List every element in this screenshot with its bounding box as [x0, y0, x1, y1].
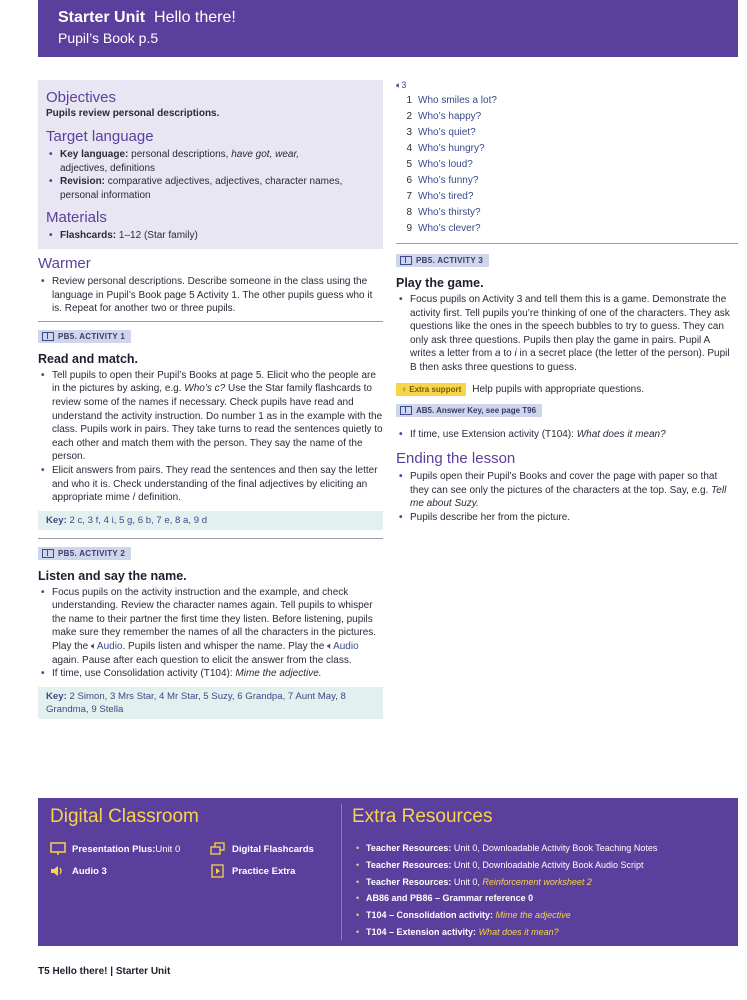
presentation-plus-link[interactable]: Presentation Plus: Unit 0 — [50, 842, 180, 856]
extra-resources-list — [354, 840, 734, 941]
book-icon — [42, 549, 54, 558]
audio-line — [396, 173, 738, 189]
presentation-icon — [50, 842, 66, 856]
objectives-heading: Objectives — [46, 89, 117, 106]
audio-line-number: 3 — [406, 127, 412, 138]
audio-track-label: 🔈︎3 — [396, 80, 407, 90]
ending-list — [396, 470, 738, 524]
audio-line-number: 8 — [406, 207, 412, 218]
extra-resource-item[interactable]: • Teacher Resources: Unit 0, Downloadable Activity Book Audio Script — [354, 857, 734, 874]
divider — [396, 243, 738, 244]
audio-line — [396, 93, 738, 109]
divider — [38, 538, 383, 539]
activity2-key: Key: 2 Simon, 3 Mrs Star, 4 Mr Star, 5 Suzy, 6 Grandpa, 7 Aunt May, 8 Grandma, 9 Stella — [38, 687, 383, 719]
unit-label: Starter Unit — [58, 9, 146, 26]
materials-item: • Flashcards: 1–12 (Star family) — [46, 229, 375, 243]
activity2-bullet-2: • If time, use Consolidation activity (T104): Mime the adjective. — [38, 667, 383, 681]
audio-line-text: Who’s hungry? — [418, 143, 485, 154]
extra-resource-item[interactable]: • T104 – Consolidation activity: Mime the adjective — [354, 907, 734, 924]
resources-panel — [38, 798, 738, 946]
audio-line-number: 4 — [406, 143, 412, 154]
ending-bullet-1: • Pupils open their Pupil’s Books and cover the page with paper so that they can see only the pictures of the characters at the top. Say, e.g. Tell me about Suzy. — [396, 470, 738, 511]
audio-line-text: Who’s tired? — [418, 191, 474, 202]
ab5-tag: AB5. Answer Key, see page T96 — [396, 404, 542, 417]
flashcards-icon — [210, 842, 226, 856]
activity3-list — [396, 293, 738, 375]
activity2-tag: PB5. ACTIVITY 2 — [38, 547, 131, 560]
unit-subtitle: Pupil’s Book p.5 — [58, 30, 159, 46]
audio-line — [396, 141, 738, 157]
extra-resources-heading: Extra Resources — [352, 806, 493, 827]
audio-line-text: Who’s quiet? — [418, 127, 476, 138]
practice-extra-link[interactable]: Practice Extra — [210, 864, 295, 878]
ending-heading: Ending the lesson — [396, 450, 516, 468]
left-column — [38, 80, 383, 719]
materials-list — [46, 229, 375, 243]
activity1-list — [38, 369, 383, 505]
extra-support: ♀ Extra support Help pupils with appropriate questions. — [396, 383, 738, 396]
activity2-list — [38, 586, 383, 681]
activity2-title: Listen and say the name. — [38, 568, 187, 583]
warmer-item: • Review personal descriptions. Describe someone in the class using the language in Pupil’s Book page 5 Activity 1. The other pupils guess who it is. Repeat for another two or three pupils. — [38, 275, 383, 316]
activity1-key: Key: 2 c, 3 f, 4 i, 5 g, 6 b, 7 e, 8 a, 9 d — [38, 511, 383, 530]
activity1-tag: PB5. ACTIVITY 1 — [38, 330, 131, 343]
key-language-item: • Key language: personal descriptions, have got, wear, adjectives, definitions — [46, 148, 375, 175]
audio-script — [396, 93, 738, 237]
extension-list — [396, 428, 738, 442]
lightbulb-icon: ♀ — [401, 384, 407, 394]
speaker-icon: 🔈︎ — [90, 641, 97, 653]
extra-resource-item[interactable]: • Teacher Resources: Unit 0, Downloadable Activity Book Teaching Notes — [354, 840, 734, 857]
book-icon — [400, 406, 412, 415]
extra-support-tag: ♀ Extra support — [396, 383, 466, 396]
audio-line-text: Who’s clever? — [418, 223, 481, 234]
extension-item: • If time, use Extension activity (T104): What does it mean? — [396, 428, 738, 442]
page-footer: T5 Hello there! | Starter Unit — [38, 966, 171, 977]
audio-link[interactable]: Audio 3 — [50, 864, 107, 878]
page-header — [38, 0, 738, 57]
audio-line-text: Who’s loud? — [418, 159, 473, 170]
warmer-list — [38, 275, 383, 316]
activity2-bullet-1: • Focus pupils on the activity instruction and the example, and check understanding. Review the character names again. Tell pupils to whisper the name to their partner the first time they listen. Before listening, pupils make sure they remember the names of all the characters in the pictures. Play the 🔈︎Audio. Pupils listen and whisper the name. Play the 🔈︎Audio again. Pause after each question to elicit the answer from the class. — [38, 586, 383, 668]
book-icon — [400, 256, 412, 265]
activity1-bullet-2: • Elicit answers from pairs. They read the sentences and then say the letter and who it is. Check understanding of the final adjectives by eliciting an appropriate mime / definition. — [38, 464, 383, 505]
speaker-icon: 🔈︎ — [327, 641, 334, 653]
extra-resource-item[interactable]: • Teacher Resources: Unit 0, Reinforcement worksheet 2 — [354, 874, 734, 891]
extra-resource-item[interactable]: • AB86 and PB86 – Grammar reference 0 — [354, 890, 734, 907]
audio-line — [396, 157, 738, 173]
audio-line-text: Who’s thirsty? — [418, 207, 481, 218]
activity3-bullet-1: • Focus pupils on Activity 3 and tell them this is a game. Demonstrate the activity first. Tell pupils you’re thinking of one of the characters. They ask questions like the ones in the speech bubbles to try to guess. They can only ask three questions. Pupils then play the game in pairs. Pupil A writes a letter from a to i in a secret place (the letter of the person). Pupil B then asks three questions to guess. — [396, 293, 738, 375]
audio-line-text: Who smiles a lot? — [418, 95, 497, 106]
revision-item: • Revision: comparative adjectives, adjectives, character names, personal information — [46, 175, 375, 202]
activity1-bullet-1: • Tell pupils to open their Pupil’s Books at page 5. Elicit who the people are in the pictures by asking, e.g. Who’s c? Use the Star family flashcards to review some of the names if necessary. Check pupils have read and understand the activity instruction. Do number 1 as in the example with the class. Pupils work in pairs. They take turns to read the sentences quietly to each other and match them with the person. They say the name of the person. — [38, 369, 383, 464]
audio-line — [396, 221, 738, 237]
activity3-title: Play the game. — [396, 276, 484, 290]
audio-line — [396, 189, 738, 205]
audio-line-number: 2 — [406, 111, 412, 122]
materials-heading: Materials — [46, 209, 107, 227]
audio-line-number: 5 — [406, 159, 412, 170]
audio-line-text: Who’s happy? — [418, 111, 482, 122]
audio-line-text: Who’s funny? — [418, 175, 479, 186]
audio-line-number: 7 — [406, 191, 412, 202]
speaker-icon — [50, 864, 66, 878]
panel-divider — [341, 804, 342, 940]
audio-line-number: 9 — [406, 223, 412, 234]
audio-line-number: 6 — [406, 175, 412, 186]
extra-resource-item[interactable]: • T104 – Extension activity: What does it mean? — [354, 924, 734, 941]
digital-classroom-heading: Digital Classroom — [50, 806, 199, 827]
activity3-tag: PB5. ACTIVITY 3 — [396, 254, 489, 267]
right-column — [396, 80, 738, 525]
audio-line — [396, 109, 738, 125]
divider — [38, 321, 383, 322]
audio-line — [396, 125, 738, 141]
audio-line-number: 1 — [406, 95, 412, 106]
practice-icon — [210, 864, 226, 878]
digital-flashcards-link[interactable]: Digital Flashcards — [210, 842, 314, 856]
target-language-list — [46, 148, 375, 202]
ending-bullet-2: • Pupils describe her from the picture. — [396, 511, 738, 525]
activity1-title: Read and match. — [38, 351, 139, 366]
speaker-icon: 🔈︎ — [396, 80, 402, 90]
objectives-text: Pupils review personal descriptions. — [46, 108, 220, 119]
book-icon — [42, 332, 54, 341]
audio-line — [396, 205, 738, 221]
warmer-heading: Warmer — [38, 254, 91, 272]
unit-title: Hello there! — [154, 9, 236, 26]
objectives-box — [38, 80, 383, 249]
target-language-heading: Target language — [46, 128, 154, 145]
